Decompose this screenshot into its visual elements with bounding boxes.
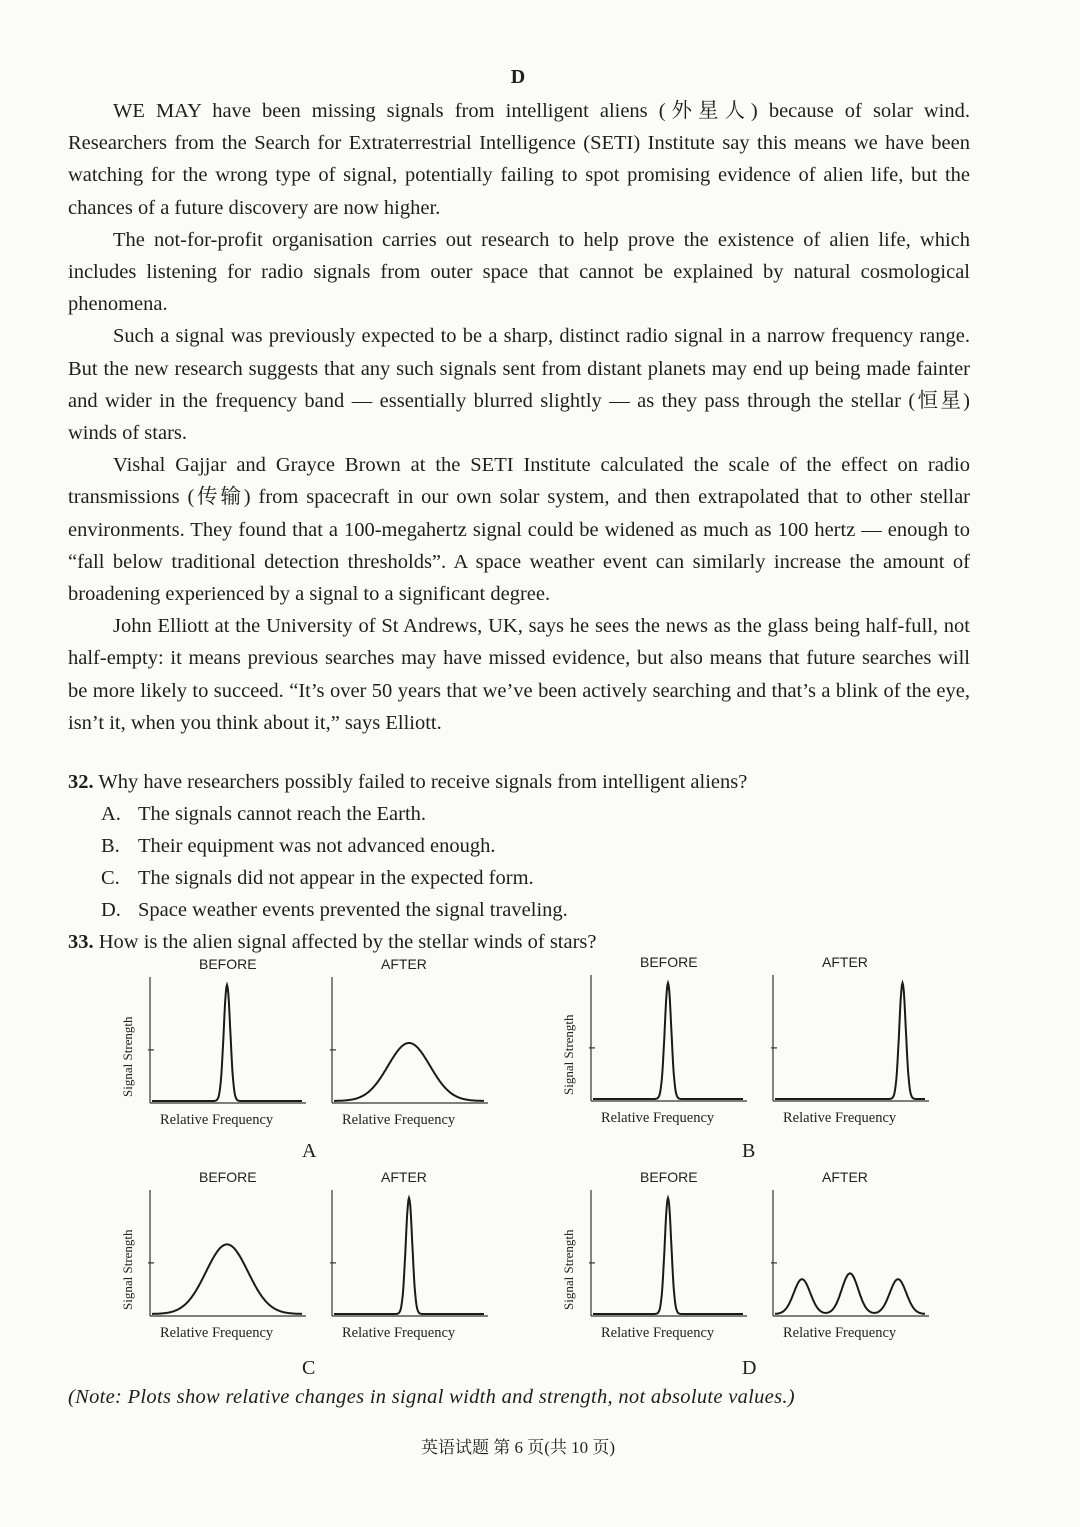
page-footer: 英语试题 第 6 页(共 10 页) [420,1438,616,1457]
plot-c-after-xlabel: Relative Frequency [342,1325,456,1341]
paragraph-3: Such a signal was previously expected to be a sharp, distinct radio signal in a narrow frequency range. But the new research suggests that any such signals sent from distant planets may end up being made fainter and wider in the frequency band — essentially blurred slightly — as they pass through the stellar (恒星) winds of stars. [68,325,970,445]
plot-a-after [330,975,492,1109]
option-letter: C. [101,867,120,889]
reading-passage [68,95,970,739]
signal-curve [775,983,925,1099]
option-33-a-label[interactable]: A [302,1140,317,1162]
plot-d-ylabel: Signal Strength [561,1229,576,1310]
question-33-number: 33. [68,931,94,953]
option-33-d-label[interactable]: D [742,1357,757,1379]
plot-b-after-title: AFTER [822,954,868,970]
plot-c-ylabel: Signal Strength [120,1229,135,1310]
plot-a-after-title: AFTER [381,956,427,972]
plot-d-before [589,1188,751,1322]
option-32-c[interactable] [101,862,970,894]
option-32-a[interactable] [101,798,970,830]
section-title: D [510,66,526,88]
paragraph-1: WE MAY have been missing signals from intelligent aliens (外星人) because of solar wind. Researchers from the Search for Extraterrestrial Intelligence (SETI) Institute say this means we have been watching for the wrong type of signal, potentially failing to spot promising evidence of alien life, but the chances of a future discovery are now higher. [68,100,970,219]
option-text: The signals cannot reach the Earth. [138,803,427,825]
question-32-number: 32. [68,771,94,793]
plot-b-before-title: BEFORE [640,954,698,970]
question-33-stem: How is the alien signal affected by the stellar winds of stars? [98,931,597,953]
plot-d-before-xlabel: Relative Frequency [601,1325,715,1341]
plot-b-after [771,973,933,1107]
plot-b-after-xlabel: Relative Frequency [783,1110,897,1126]
plot-c-after [330,1188,492,1322]
paragraph-4: Vishal Gajjar and Grayce Brown at the SETI Institute calculated the scale of the effect on radio transmissions (传输) from spacecraft in our own solar system, and then extrapolated that to other stellar environments. They found that a 100-megahertz signal could be widened as much as 100 hertz — enough to “fall below traditional detection thresholds”. A space weather event can similarly increase the amount of broadening experienced by a signal to a significant degree. [68,454,970,606]
plot-b-ylabel: Signal Strength [561,1014,576,1095]
option-text: Their equipment was not advanced enough. [138,835,496,857]
plot-a-before [148,975,310,1109]
paragraph-2: The not-for-profit organisation carries out research to help prove the existence of alien life, which includes listening for radio signals from outer space that cannot be explained by natural cosmological phenomena. [68,228,970,316]
questions [68,766,970,958]
plot-a-ylabel: Signal Strength [120,1016,135,1097]
signal-curve [334,1043,484,1101]
plot-a-before-title: BEFORE [199,956,257,972]
option-32-d[interactable] [101,894,970,926]
plot-c-before-xlabel: Relative Frequency [160,1325,274,1341]
option-letter: B. [101,835,120,857]
option-letter: D. [101,899,121,921]
plot-c-after-title: AFTER [381,1169,427,1185]
plot-b-before [589,973,751,1107]
option-32-b[interactable] [101,830,970,862]
option-33-b-label[interactable]: B [742,1140,756,1162]
option-letter: A. [101,803,121,825]
signal-curve [152,1244,302,1314]
plot-d-before-title: BEFORE [640,1169,698,1185]
option-33-c-label[interactable]: C [302,1357,316,1379]
signal-curve [593,1198,743,1314]
option-text: Space weather events prevented the signal traveling. [138,899,568,921]
plot-a-before-xlabel: Relative Frequency [160,1112,274,1128]
plot-d-after-title: AFTER [822,1169,868,1185]
question-32-stem: Why have researchers possibly failed to receive signals from intelligent aliens? [98,771,748,793]
plot-note: (Note: Plots show relative changes in signal width and strength, not absolute values.) [68,1386,795,1408]
plot-a-after-xlabel: Relative Frequency [342,1112,456,1128]
plot-c-before-title: BEFORE [199,1169,257,1185]
signal-curve [593,983,743,1099]
option-text: The signals did not appear in the expected form. [138,867,534,889]
plot-d-after [771,1188,933,1322]
plot-d-after-xlabel: Relative Frequency [783,1325,897,1341]
signal-curve [334,1198,484,1314]
signal-curve [775,1273,925,1313]
plot-b-before-xlabel: Relative Frequency [601,1110,715,1126]
plot-c-before [148,1188,310,1322]
question-32 [68,766,970,798]
signal-curve [152,985,302,1101]
paragraph-5: John Elliott at the University of St Andrews, UK, says he sees the news as the glass being half-full, not half-empty: it means previous searches may have missed evidence, but also means that future searches will be more likely to succeed. “It’s over 50 years that we’ve been actively searching and that’s a blink of the eye, isn’t it, when you think about it,” says Elliott. [68,615,970,734]
